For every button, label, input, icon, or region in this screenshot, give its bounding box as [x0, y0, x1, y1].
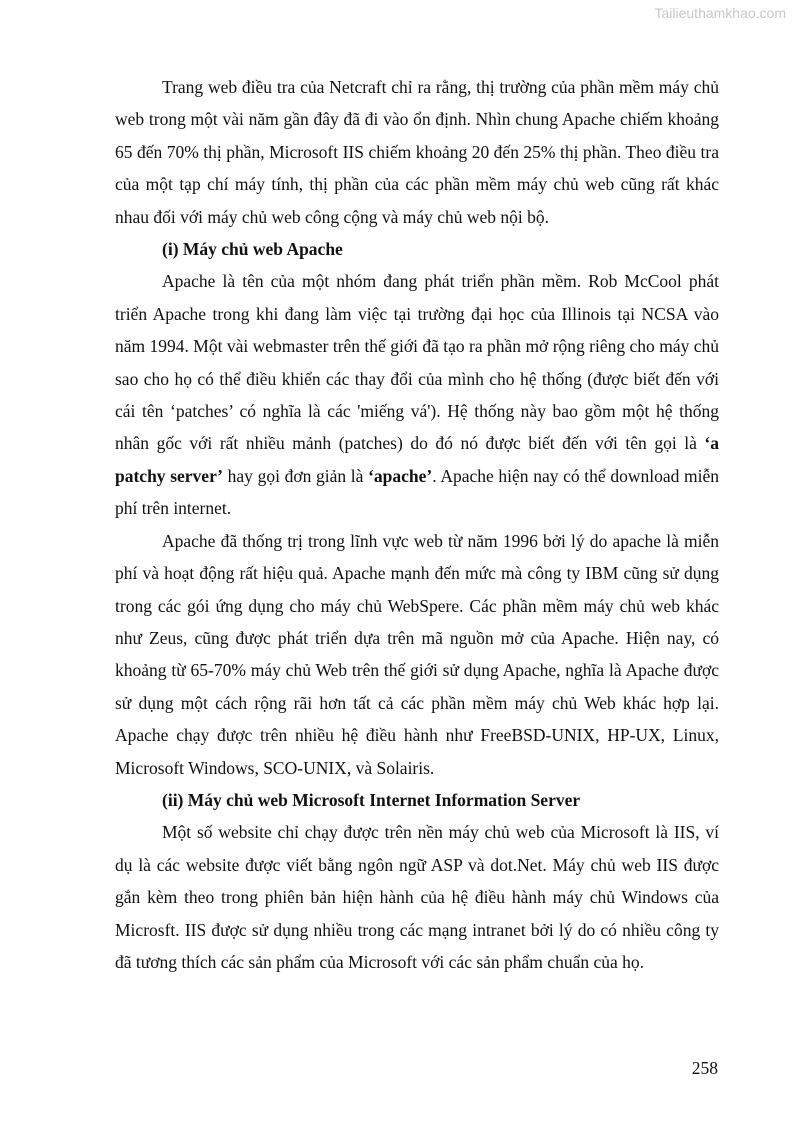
apache-history-text-2: hay gọi đơn giản là [223, 465, 369, 486]
apache-term: ‘apache’ [368, 465, 433, 486]
watermark: Tailieuthamkhao.com [654, 5, 786, 21]
patchy-server-term: ‘a patchy server’ [115, 433, 719, 486]
heading-iis: (ii) Máy chủ web Microsoft Internet Information Server [162, 789, 581, 810]
page-content [115, 71, 719, 978]
heading-apache: (i) Máy chủ web Apache [162, 239, 343, 260]
paragraph-apache-history [115, 265, 719, 524]
apache-history-text-3: . Apache hiện nay có thể download miễn phí trên internet. [115, 465, 719, 519]
paragraph-iis: Một số website chỉ chạy được trên nền máy chủ web của Microsoft là IIS, ví dụ là các website được viết bằng ngôn ngữ ASP và dot.Net. Máy chủ web IIS được gắn kèm theo trong phiên bản hiện hành của hệ điều hành máy chủ Windows của Microsft. IIS được sử dụng nhiều trong các mạng intranet bởi lý do có nhiều công ty đã tương thích các sản phẩm của Microsoft với các sản phẩm chuẩn của họ. [115, 822, 719, 972]
page-number: 258 [691, 1058, 718, 1078]
paragraph-apache-dominance: Apache đã thống trị trong lĩnh vực web từ năm 1996 bởi lý do apache là miễn phí và hoạt động rất hiệu quả. Apache mạnh đến mức mà công ty IBM cũng sử dụng trong các gói ứng dụng cho máy chủ WebSpere. Các phần mềm máy chủ web khác như Zeus, cũng được phát triển dựa trên mã nguồn mở của Apache. Hiện nay, có khoảng từ 65-70% máy chủ Web trên thế giới sử dụng Apache, nghĩa là Apache được sử dụng một cách rộng rãi hơn tất cả các phần mềm máy chủ Web khác hợp lại. Apache chạy được trên nhiều hệ điều hành như FreeBSD-UNIX, HP-UX, Linux, Microsoft Windows, SCO-UNIX, và Solairis. [115, 530, 719, 778]
apache-history-text: Apache là tên của một nhóm đang phát triển phần mềm. Rob McCool phát triển Apache trong khi đang làm việc tại trường đại học của Illinois tại NCSA vào năm 1994. Một vài webmaster trên thế giới đã tạo ra phần mở rộng riêng cho máy chủ sao cho họ có thể điều khiển các thay đổi của mình cho hệ thống (được biết đến với cái tên ‘patches’ có nghĩa là các 'miếng vá'). Hệ thống này bao gồm một hệ thống nhân gốc với rất nhiều mảnh (patches) do đó nó được biết đến với tên gọi là [115, 271, 719, 454]
paragraph-market-share: Trang web điều tra của Netcraft chỉ ra rằng, thị trường của phần mềm máy chủ web trong một vài năm gần đây đã đi vào ổn định. Nhìn chung Apache chiếm khoảng 65 đến 70% thị phần, Microsoft IIS chiếm khoảng 20 đến 25% thị phần. Theo điều tra của một tạp chí máy tính, thị phần của các phần mềm máy chủ web cũng rất khác nhau đối với máy chủ web công cộng và máy chủ web nội bộ. [115, 77, 719, 227]
